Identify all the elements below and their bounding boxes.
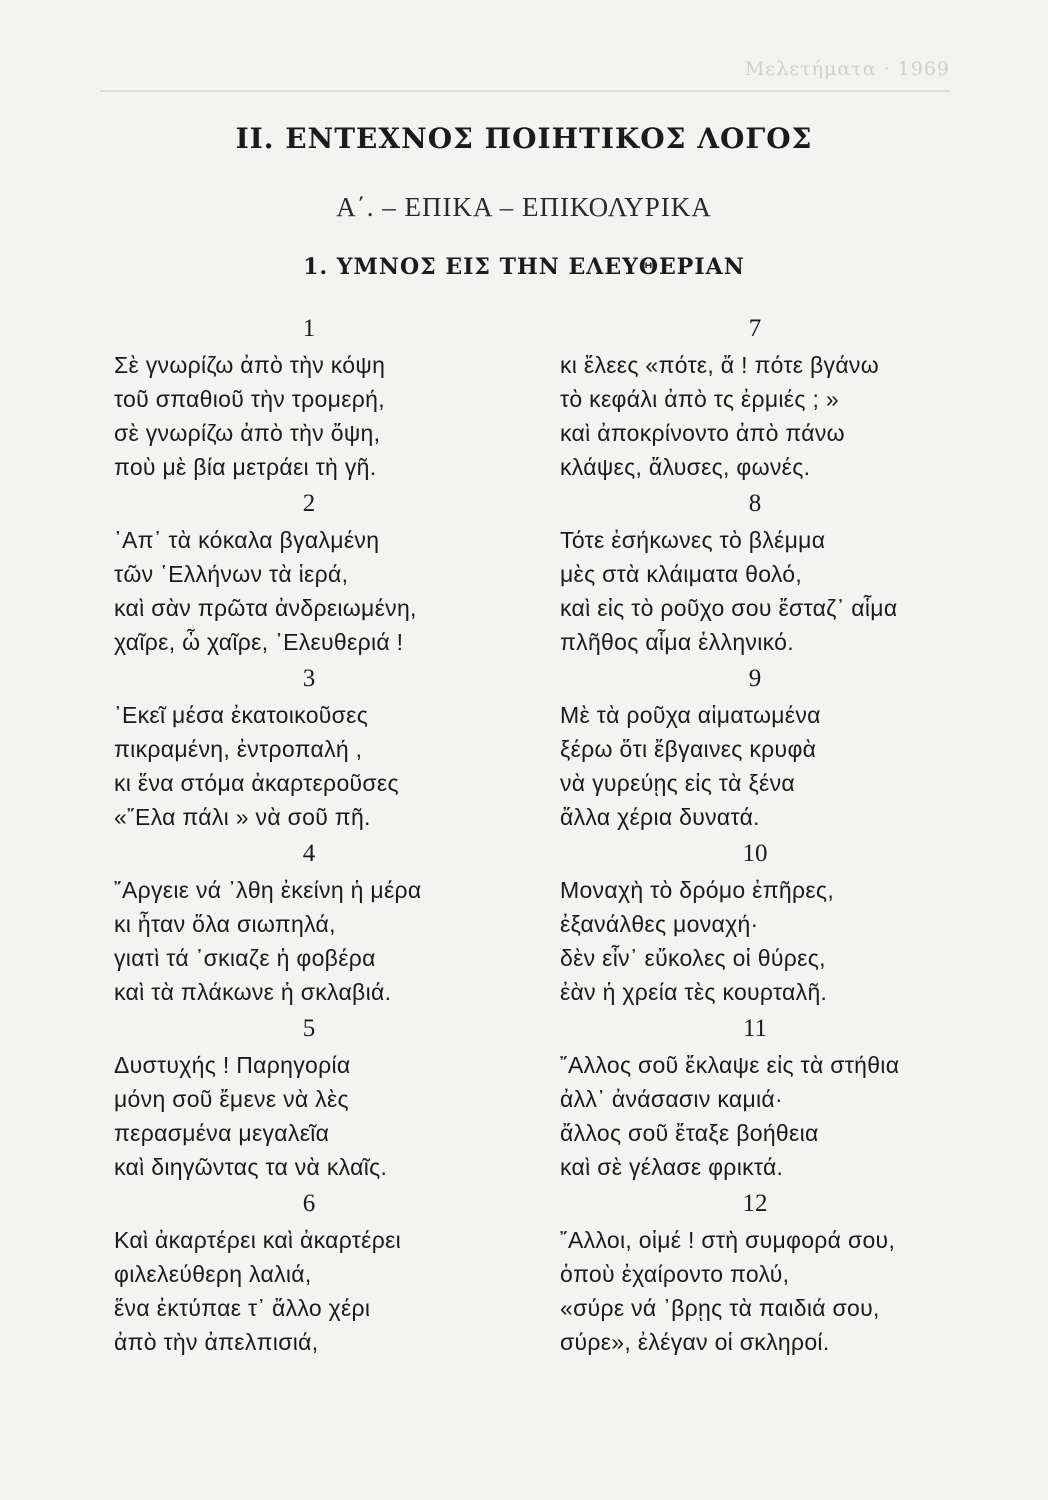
stanza [114, 485, 514, 660]
verse-line: καὶ σὰν πρῶτα ἀνδρειωμένη, [114, 595, 417, 621]
verse-line: νὰ γυρεύῃς εἰς τὰ ξένα [560, 770, 796, 796]
verse-line: ἐὰν ἡ χρεία τὲς κουρταλῆ. [560, 979, 828, 1005]
verse-line: Σὲ γνωρίζω ἀπὸ τὴν κόψη [114, 352, 386, 378]
verse-line: ῎Αλλοι, οἱμέ ! στὴ συμφορά σου, [560, 1227, 896, 1253]
verse-line: σὲ γνωρίζω ἀπὸ τὴν ὄψη, [114, 420, 381, 446]
stanza-number: 10 [742, 840, 768, 867]
stanza [114, 310, 514, 485]
stanza [560, 1010, 960, 1185]
stanza-number: 4 [302, 840, 316, 867]
verse-line: ὁποὺ ἐχαίροντο πολύ, [560, 1261, 790, 1287]
verse-line: ῎Αργειε νά ᾿λθη ἐκείνη ἡ μέρα [114, 877, 422, 903]
stanza [114, 1185, 514, 1360]
verse-line: ᾿Εκεῖ μέσα ἐκατοικοῦσες [114, 702, 369, 728]
verse-line: ᾿Απ᾿ τὰ κόκαλα βγαλμένη [114, 527, 380, 553]
verse-line: «σύρε νά ᾿βρῃς τὰ παιδιά σου, [560, 1295, 880, 1321]
verse-line: ἀλλ᾿ ἀνάσασιν καμιά· [560, 1086, 783, 1112]
verse-line: περασμένα μεγαλεῖα [114, 1120, 330, 1146]
verse-line: πλῆθος αἷμα ἑλληνικό. [560, 629, 794, 655]
verse-line: μὲς στὰ κλάιματα θολό, [560, 561, 803, 587]
stanza-number: 6 [302, 1190, 316, 1217]
poem-title: 1. ΥΜΝΟΣ ΕΙΣ ΤΗΝ ΕΛΕΥΘΕΡΙΑΝ [303, 254, 745, 280]
stanza-number: 7 [748, 315, 762, 342]
stanza-number: 2 [302, 490, 316, 517]
verse-line: ἀπὸ τὴν ἀπελπισιά, [114, 1329, 319, 1355]
stanza-number: 1 [302, 315, 316, 342]
stanza-number: 12 [742, 1190, 768, 1217]
stanza-number: 8 [748, 490, 762, 517]
stanza-number: 9 [748, 665, 762, 692]
running-head [100, 58, 950, 92]
verse-line: ῎Αλλος σοῦ ἔκλαψε εἰς τὰ στήθια [560, 1052, 900, 1078]
stanza [560, 1185, 960, 1360]
verse-line: μόνη σοῦ ἔμενε νὰ λὲς [114, 1086, 349, 1112]
stanza [114, 1010, 514, 1185]
verse-line: τοῦ σπαθιοῦ τὴν τρομερή, [114, 386, 385, 412]
stanza [560, 660, 960, 835]
verse-line: Τότε ἐσήκωνες τὸ βλέμμα [560, 527, 826, 553]
verse-line: καὶ τὰ πλάκωνε ἡ σκλαβιά. [114, 979, 392, 1005]
verse-line: κι ἦταν ὅλα σιωπηλά, [114, 911, 336, 937]
verse-line: τὸ κεφάλι ἀπὸ τς ἐρμιές ; » [560, 386, 839, 412]
verse-line: πικραμένη, ἐντροπαλή , [114, 736, 363, 762]
verse-line: σύρε», ἐλέγαν οἱ σκληροί. [560, 1329, 830, 1355]
verse-line: καὶ σὲ γέλασε φρικτά. [560, 1154, 784, 1180]
verse-line: ἄλλος σοῦ ἔταξε βοήθεια [560, 1120, 819, 1146]
verse-line: ξέρω ὅτι ἔβγαινες κρυφὰ [560, 736, 817, 762]
stanza [560, 835, 960, 1010]
running-head-text: Μελετήματα · 1969 [744, 58, 950, 80]
verse-line: καὶ διηγῶντας τα νὰ κλαῖς. [114, 1154, 388, 1180]
stanza-number: 3 [302, 665, 316, 692]
verse-line: τῶν ῾Ελλήνων τὰ ἱερά, [114, 561, 349, 587]
verse-line: ἄλλα χέρια δυνατά. [560, 804, 760, 830]
verse-line: ποὺ μὲ βία μετράει τὴ γῆ. [114, 454, 377, 480]
verse-line: καὶ εἰς τὸ ροῦχο σου ἔσταζ᾿ αἷμα [560, 595, 898, 621]
running-head-rule [100, 90, 950, 92]
verse-line: Μοναχὴ τὸ δρόμο ἐπῆρες, [560, 877, 835, 903]
verse-line: γιατὶ τά ᾿σκιαζε ἡ φοβέρα [114, 945, 376, 971]
verse-line: Μὲ τὰ ροῦχα αἱματωμένα [560, 702, 821, 728]
stanza [114, 660, 514, 835]
verse-line: Δυστυχής ! Παρηγορία [114, 1052, 351, 1078]
verse-line: καὶ ἀποκρίνοντο ἀπὸ πάνω [560, 420, 845, 446]
verse-line: φιλελεύθερη λαλιά, [114, 1261, 312, 1287]
verse-line: ἐξανάλθες μοναχή· [560, 911, 759, 937]
stanza [560, 485, 960, 660]
verse-line: κλάψες, ἅλυσες, φωνές. [560, 454, 811, 480]
poem-column-right [560, 310, 960, 1360]
stanza [114, 835, 514, 1010]
stanza-number: 5 [302, 1015, 316, 1042]
section-title: II. ΕΝΤΕΧΝΟΣ ΠΟΙΗΤΙΚΟΣ ΛΟΓΟΣ [235, 122, 813, 155]
stanza [560, 310, 960, 485]
verse-line: κι ἔλεες «πότε, ἄ ! πότε βγάνω [560, 352, 879, 378]
stanza-number: 11 [742, 1015, 768, 1042]
verse-line: δὲν εἶν᾿ εὔκολες οἱ θύρες, [560, 945, 826, 971]
verse-line: κι ἕνα στόμα ἀκαρτεροῦσες [114, 770, 399, 796]
verse-line: Καὶ ἀκαρτέρει καὶ ἀκαρτέρει [114, 1227, 402, 1253]
verse-line: ἕνα ἐκτύπαε τ᾿ ἄλλο χέρι [114, 1295, 371, 1321]
poem-column-left [114, 310, 514, 1360]
verse-line: «῎Ελα πάλι » νὰ σοῦ πῆ. [114, 804, 371, 830]
verse-line: χαῖρε, ὦ χαῖρε, ᾿Ελευθεριά ! [114, 629, 404, 655]
section-subtitle: Α΄. – ΕΠΙΚΑ – ΕΠΙΚΟΛΥΡΙΚΑ [336, 192, 712, 222]
